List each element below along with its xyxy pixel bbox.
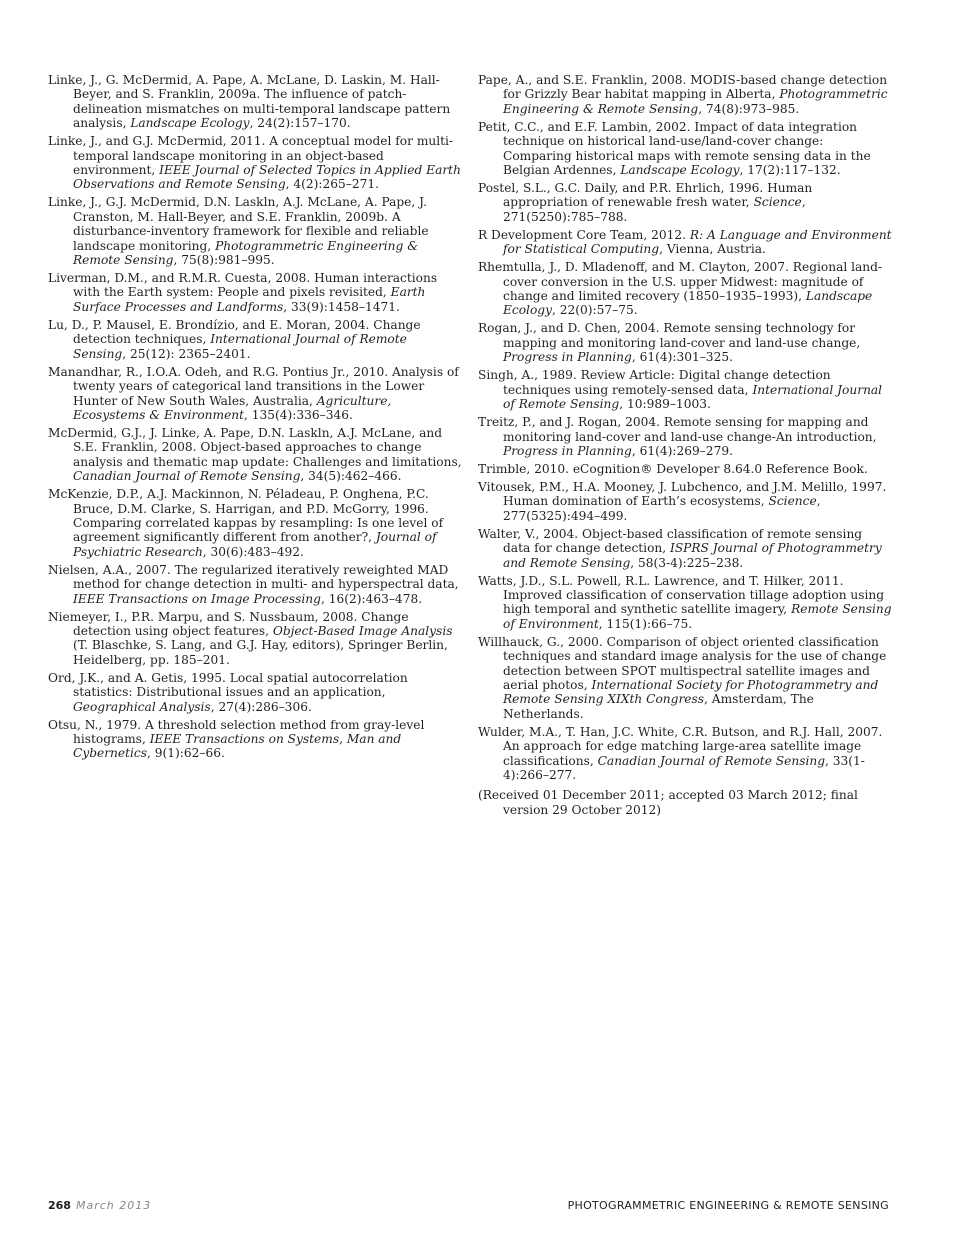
journal-name: PHOTOGRAMMETRIC ENGINEERING & REMOTE SENSING <box>567 1199 889 1212</box>
reference-details: , 135(4):336–346. <box>244 407 353 422</box>
reference-entry <box>48 271 462 314</box>
reference-details: , 16(2):463–478. <box>320 591 423 606</box>
reference-text: Rogan, J., and D. Chen, 2004. Remote sensing technology for mapping and monitoring land-cover and land-use change, <box>478 321 861 350</box>
reference-text: R Development Core Team, 2012. <box>478 227 690 242</box>
page-number: 268 <box>48 1199 71 1212</box>
reference-source: Earth Surface Processes and Landforms <box>73 285 426 314</box>
issue-month: March 2013 <box>75 1199 152 1212</box>
reference-entry <box>48 365 462 423</box>
reference-source: Landscape Ecology <box>503 289 873 318</box>
reference-entry <box>48 487 462 559</box>
reference-text: Vitousek, P.M., H.A. Mooney, J. Lubchenco, and J.M. Melillo, 1997. Human domination of Earth’s ecosystems, <box>478 479 887 509</box>
reference-entry <box>478 321 892 364</box>
page-footer <box>48 1199 889 1212</box>
reference-text: Linke, J., and G.J. McDermid, 2011. A conceptual model for multi-temporal landscape monitoring in an object-based environment, <box>48 134 454 178</box>
reference-entry <box>478 260 892 318</box>
reference-text: Liverman, D.M., and R.M.R. Cuesta, 2008. Human interactions with the Earth system: People and pixels revisited, <box>48 271 438 300</box>
reference-details: , 17(2):117–132. <box>739 163 841 178</box>
reference-text: Walter, V., 2004. Object-based classification of remote sensing data for change detection, <box>478 526 863 556</box>
reference-text: Watts, J.D., S.L. Powell, R.L. Lawrence, and T. Hilker, 2011. Improved classification of conservation tillage adoption using high temporal and synthetic satellite imagery, <box>478 573 885 617</box>
reference-source: International Journal of Remote Sensing <box>503 382 883 412</box>
reference-source: Photogrammetric Engineering & Remote Sensing <box>73 238 419 268</box>
reference-text: Nielsen, A.A., 2007. The regularized iteratively reweighted MAD method for change detection in multi- and hyperspectral data, <box>48 562 459 592</box>
reference-entry <box>478 120 892 178</box>
reference-entry <box>478 480 892 523</box>
reference-entry <box>478 462 892 476</box>
reference-entry <box>48 610 462 668</box>
references-right-list <box>478 73 892 782</box>
reference-entry <box>48 195 462 267</box>
reference-source: IEEE Transactions on Image Processing <box>73 591 321 606</box>
reference-entry <box>48 73 462 131</box>
reference-details: , 25(12): 2365–2401. <box>122 346 251 361</box>
reference-details: , 74(8):973–985. <box>698 101 800 116</box>
reference-text: Linke, J., G.J. McDermid, D.N. Laskln, A.J. McLane, A. Pape, J. Cranston, M. Hall-Beyer, and S.E. Franklin, 2009b. A disturbance-inventory framework for flexible and reliable landscape monitoring, <box>48 195 429 253</box>
reference-entry <box>48 134 462 192</box>
references-left-column <box>48 73 462 764</box>
reference-details: , 75(8):981–995. <box>173 253 275 268</box>
reference-text: Manandhar, R., I.O.A. Odeh, and R.G. Pontius Jr., 2010. Analysis of twenty years of categorical land transitions in the Lower Hunter of New South Wales, Australia, <box>48 364 459 408</box>
reference-source: International Society for Photogrammetry and Remote Sensing XIXth Congress <box>503 677 879 707</box>
reference-details: , 271(5250):785–788. <box>503 195 806 224</box>
reference-source: Progress in Planning <box>503 443 632 458</box>
reference-text: Lu, D., P. Mausel, E. Brondízio, and E. Moran, 2004. Change detection techniques, <box>48 317 421 347</box>
reference-details: , 27(4):286–306. <box>210 699 312 714</box>
reference-text: Treitz, P., and J. Rogan, 2004. Remote sensing for mapping and monitoring land-cover and land-use change-An introduction, <box>478 415 877 444</box>
reference-text: Willhauck, G., 2000. Comparison of object oriented classification techniques and standard image analysis for the use of change detection between SPOT multispectral satellite images and aerial photos, <box>478 634 887 692</box>
reference-text: McKenzie, D.P., A.J. Mackinnon, N. Péladeau, P. Onghena, P.C. Bruce, D.M. Clarke, S. Harrigan, and P.D. McGorry, 1996. Comparing correlated kappas by resampling: Is one level of agreement significantly different from another?, <box>48 487 444 545</box>
reference-text: Linke, J., G. McDermid, A. Pape, A. McLane, D. Laskin, M. Hall-Beyer, and S. Franklin, 2009a. The influence of patch-delineation mismatches on multi-temporal landscape pattern analysis, <box>48 73 451 131</box>
reference-entry <box>48 718 462 761</box>
reference-details: , 22(0):57–75. <box>551 303 638 318</box>
reference-source: Remote Sensing of Environment <box>503 602 892 631</box>
reference-details: , 34(5):462–466. <box>300 469 402 484</box>
reference-source: ISPRS Journal of Photogrammetry and Remote Sensing <box>503 541 882 570</box>
reference-source: Geographical Analysis <box>73 699 211 714</box>
reference-entry <box>478 368 892 411</box>
reference-text: Postel, S.L., G.C. Daily, and P.R. Ehrlich, 1996. Human appropriation of renewable fresh water, <box>478 181 813 210</box>
reference-source: Agriculture, Ecosystems & Environment <box>73 393 392 422</box>
reference-source: Landscape Ecology <box>130 116 250 131</box>
reference-details: , 33(9):1458–1471. <box>283 299 400 314</box>
reference-details: , 61(4):301–325. <box>631 350 733 365</box>
reference-details: , 58(3-4):225–238. <box>630 555 744 570</box>
reference-text: Petit, C.C., and E.F. Lambin, 2002. Impact of data integration technique on historical land-use/land-cover change: Comparing historical maps with remote sensing data in the Belgian Ardennes, <box>478 119 871 178</box>
reference-entry <box>478 181 892 224</box>
reference-text: Trimble, 2010. eCognition® Developer 8.64.0 Reference Book. <box>478 461 868 476</box>
reference-entry <box>478 574 892 632</box>
reference-text: Ord, J.K., and A. Getis, 1995. Local spatial autocorrelation statistics: Distributional issues and an application, <box>48 670 408 700</box>
reference-source: Landscape Ecology <box>620 163 740 178</box>
reference-entry <box>478 527 892 570</box>
references-right-column <box>478 73 892 821</box>
reference-source: IEEE Journal of Selected Topics in Applied Earth Observations and Remote Sensing <box>73 163 461 192</box>
reference-entry <box>478 415 892 458</box>
reference-details: , Vienna, Austria. <box>659 242 766 257</box>
reference-entry <box>478 73 892 116</box>
reference-source: R: A Language and Environment for Statistical Computing <box>503 227 892 257</box>
reference-details: , 61(4):269–279. <box>631 443 733 458</box>
reference-source: International Journal of Remote Sensing <box>73 332 407 361</box>
reference-details: , 33(1-4):266–277. <box>503 753 865 782</box>
reference-source: Science <box>768 494 817 509</box>
reference-details: , 277(5325):494–499. <box>503 494 821 523</box>
reference-entry <box>48 671 462 714</box>
reference-source: Photogrammetric Engineering & Remote Sensing <box>503 87 888 116</box>
received-note: (Received 01 December 2011; accepted 03 March 2012; final version 29 October 2012) <box>478 788 858 817</box>
reference-text: McDermid, G.J., J. Linke, A. Pape, D.N. Laskln, A.J. McLane, and S.E. Franklin, 2008. Object-based approaches to change analysis and thematic map update: Challenges and limitations, <box>48 425 462 469</box>
reference-details: (T. Blaschke, S. Lang, and G.J. Hay, editors), Springer Berlin, Heidelberg, pp. 185–201. <box>73 638 448 667</box>
reference-entry <box>478 635 892 721</box>
reference-source: Science <box>753 195 802 210</box>
reference-details: , Amsterdam, The Netherlands. <box>503 692 814 721</box>
reference-source: Progress in Planning <box>503 350 632 365</box>
reference-text: Pape, A., and S.E. Franklin, 2008. MODIS-based change detection for Grizzly Bear habitat mapping in Alberta, <box>478 73 888 102</box>
reference-entry <box>478 725 892 783</box>
reference-text: Wulder, M.A., T. Han, J.C. White, C.R. Butson, and R.J. Hall, 2007. An approach for edge matching large-area satellite image classifications, <box>478 724 883 768</box>
reference-entry <box>48 318 462 361</box>
reference-details: , 9(1):62–66. <box>147 746 225 761</box>
reference-details: , 4(2):265–271. <box>285 177 379 192</box>
reference-entry <box>478 228 892 257</box>
reference-text: Niemeyer, I., P.R. Marpu, and S. Nussbaum, 2008. Change detection using object features, <box>48 609 409 638</box>
reference-text: Otsu, N., 1979. A threshold selection method from gray-level histograms, <box>48 717 425 746</box>
reference-entry <box>48 426 462 484</box>
reference-source: Canadian Journal of Remote Sensing <box>597 753 825 768</box>
reference-text: Singh, A., 1989. Review Article: Digital change detection techniques using remotely-sensed data, <box>478 368 831 397</box>
reference-source: Object-Based Image Analysis <box>272 623 453 638</box>
reference-details: , 10:989–1003. <box>619 397 711 412</box>
reference-details: , 24(2):157–170. <box>249 116 351 131</box>
reference-text: Rhemtulla, J., D. Mladenoff, and M. Clayton, 2007. Regional land-cover conversion in the U.S. upper Midwest: magnitude of change and limited recovery (1850–1935–1993), <box>478 260 883 304</box>
reference-source: Journal of Psychiatric Research <box>73 530 437 559</box>
reference-source: IEEE Transactions on Systems, Man and Cybernetics <box>73 732 402 761</box>
reference-details: , 30(6):483–492. <box>202 544 304 559</box>
reference-source: Canadian Journal of Remote Sensing <box>73 469 301 484</box>
reference-details: , 115(1):66–75. <box>598 616 693 631</box>
reference-entry <box>48 563 462 606</box>
